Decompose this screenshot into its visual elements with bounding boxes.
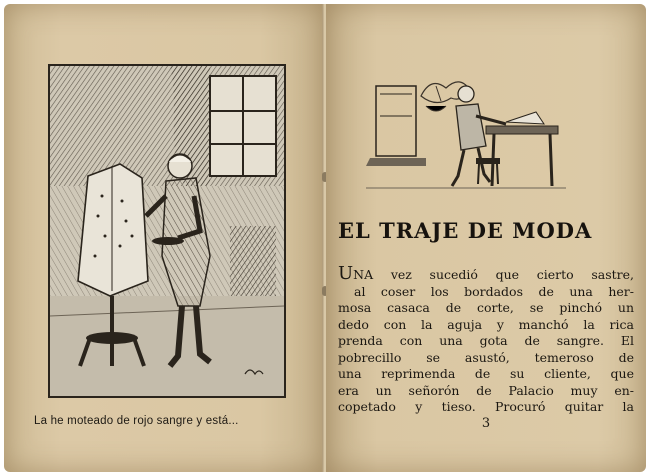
body-line: dedo con la aguja y manchó la rica (338, 316, 634, 332)
illustration-caption: La he moteado de rojo sangre y está... (34, 415, 239, 427)
body-line: copetado y tieso. Procuró quitar la (338, 399, 634, 414)
story-body (338, 263, 634, 416)
body-line: prenda con una gota de sangre. El (338, 333, 634, 348)
body-line: UNA vez sucedió que cierto sastre, (338, 263, 634, 284)
body-line: era un señorón de Palacio muy en- (338, 382, 634, 398)
left-page (4, 4, 324, 472)
open-booklet (4, 4, 646, 472)
body-line: pobrecillo se asustó, temeroso de (338, 349, 634, 365)
body-line: al coser los bordados de una her- (354, 283, 634, 299)
page-number: 3 (481, 416, 491, 431)
right-page (326, 4, 646, 472)
body-line: mosa casaca de corte, se pinchó un (338, 300, 634, 315)
illustration-tailor-with-coat (48, 64, 286, 398)
story-title: EL TRAJE DE MODA (338, 218, 593, 243)
body-line: una reprimenda de su cliente, que (338, 366, 634, 381)
illustration-tailor-at-workbench (366, 66, 566, 196)
